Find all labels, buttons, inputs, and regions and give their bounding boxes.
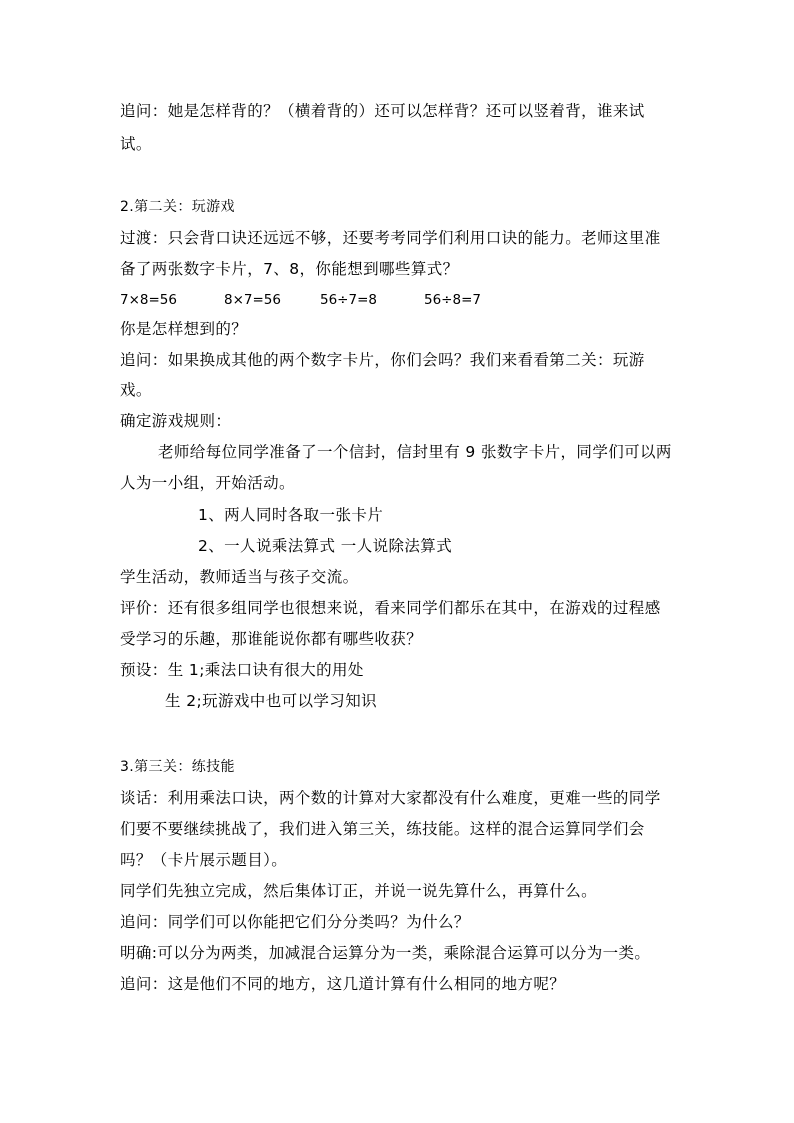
followup-line: 追问：她是怎样背的？（横着背的）还可以怎样背？还可以竖着背，谁来试 [120,102,645,120]
instruction-line: 同学们先独立完成，然后集体订正，并说一说先算什么，再算什么。 [120,882,598,900]
equation: 8×7=56 [224,292,281,308]
equation: 7×8=56 [120,292,177,308]
evaluation-line: 受学习的乐趣，那谁能说你都有哪些收获？ [120,630,423,648]
equation: 56÷7=8 [320,292,377,308]
followup-line: 试。 [120,135,152,153]
rules-heading: 确定游戏规则： [120,412,232,430]
transition-line: 备了两张数字卡片，7、8，你能想到哪些算式？ [120,260,459,278]
talk-line: 们要不要继续挑战了，我们进入第三关，练技能。这样的混合运算同学们会 [120,820,645,838]
preset-line: 预设：生 1;乘法口诀有很大的用处 [120,661,364,679]
section-heading: 3.第三关：练技能 [120,759,235,775]
rule-item: 2、一人说乘法算式 一人说除法算式 [198,537,453,555]
clarify-line: 明确:可以分为两类，加减混合运算分为一类，乘除混合运算可以分为一类。 [120,944,651,962]
rule-item: 1、两人同时各取一张卡片 [198,506,384,524]
followup-line: 追问：这是他们不同的地方，这几道计算有什么相同的地方呢？ [120,975,566,993]
followup-line: 追问：同学们可以你能把它们分分类吗？为什么？ [120,913,470,931]
section-heading: 2.第二关：玩游戏 [120,199,235,215]
rules-paragraph: 老师给每位同学准备了一个信封，信封里有 9 张数字卡片，同学们可以两 [158,443,672,461]
preset-line: 生 2;玩游戏中也可以学习知识 [165,692,378,710]
talk-line: 谈话：利用乘法口诀，两个数的计算对大家都没有什么难度，更难一些的同学 [120,789,661,807]
followup-line: 追问：如果换成其他的两个数字卡片，你们会吗？我们来看看第二关：玩游 [120,351,645,369]
rules-paragraph: 人为一小组，开始活动。 [120,474,295,492]
activity-line: 学生活动，教师适当与孩子交流。 [120,568,359,586]
question-line: 你是怎样想到的？ [120,320,248,338]
evaluation-line: 评价：还有很多组同学也很想来说，看来同学们都乐在其中，在游戏的过程感 [120,599,661,617]
equation: 56÷8=7 [424,292,481,308]
transition-line: 过渡：只会背口诀还远远不够，还要考考同学们利用口诀的能力。老师这里准 [120,229,661,247]
followup-line: 戏。 [120,381,152,399]
talk-line: 吗？（卡片展示题目）。 [120,851,288,869]
